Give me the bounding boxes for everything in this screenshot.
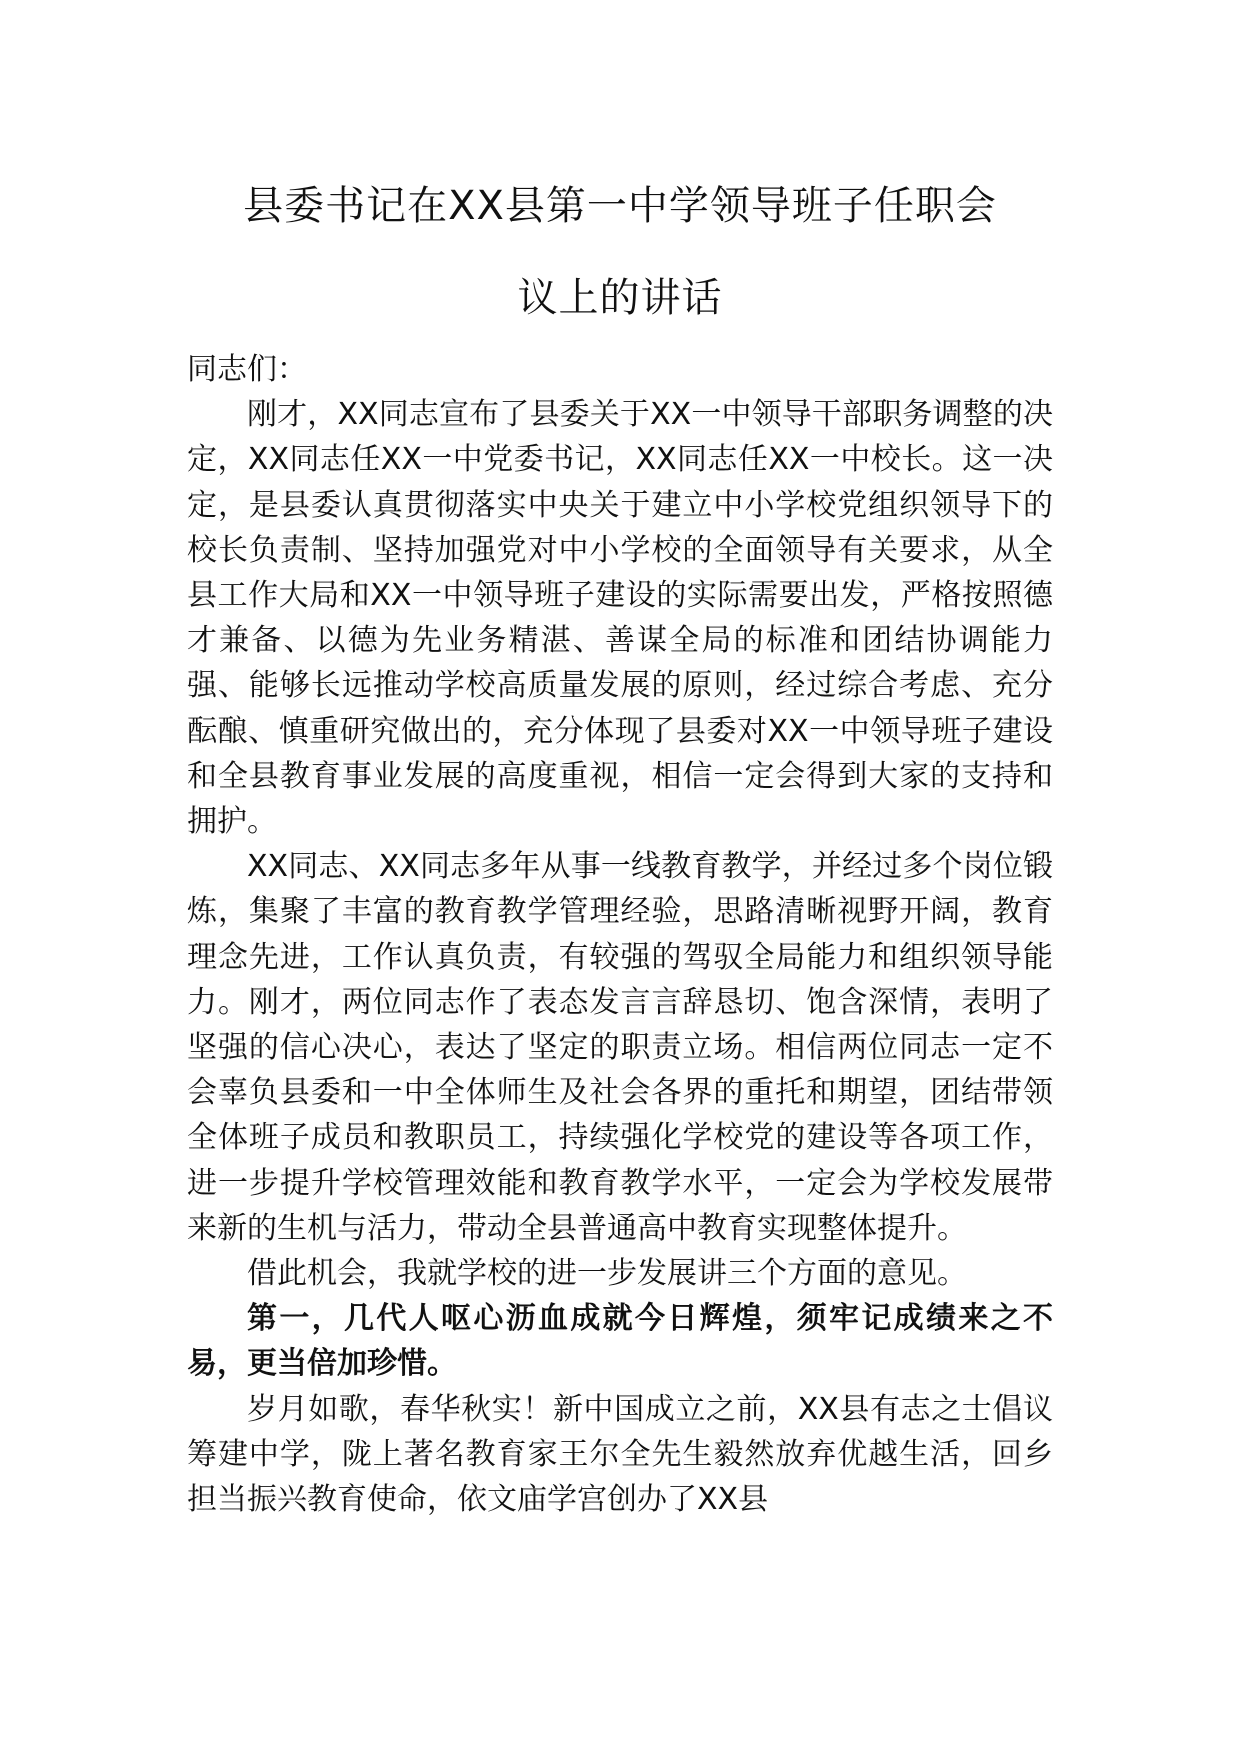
title-line-1: 县委书记在XX县第一中学领导班子任职会 (243, 183, 997, 229)
document-title (187, 160, 1053, 344)
title-line-2: 议上的讲话 (517, 275, 723, 321)
document-body (187, 160, 1053, 1522)
paragraph-appointee-qualities: XX同志、XX同志多年从事一线教育教学，并经过多个岗位锻炼，集聚了丰富的教育教学管理经验，思路清晰视野开阔，教育理念先进，工作认真负责，有较强的驾驭全局能力和组织领导能力。刚才，两位同志作了表态发言言辞恳切、饱含深情，表明了坚强的信心决心，表达了坚定的职责立场。相信两位同志一定不会辜负县委和一中全体师生及社会各界的重托和期望，团结带领全体班子成员和教职员工，持续强化学校党的建设等各项工作，进一步提升学校管理效能和教育教学水平，一定会为学校发展带来新的生机与活力，带动全县普通高中教育实现整体提升。 (187, 849, 1053, 1246)
salutation: 同志们： (187, 352, 307, 387)
paragraph-school-history: 岁月如歌，春华秋实！新中国成立之前，XX县有志之士倡议筹建中学，陇上著名教育家王尔全先生毅然放弃优越生活，回乡担当振兴教育使命，依文庙学宫创办了XX县 (187, 1391, 1053, 1518)
section-heading-first: 第一，几代人呕心沥血成就今日辉煌，须牢记成绩来之不易，更当倍加珍惜。 (187, 1301, 1053, 1382)
paragraph-three-opinions-intro: 借此机会，我就学校的进一步发展讲三个方面的意见。 (247, 1256, 967, 1292)
paragraph-appointment-decision: 刚才，XX同志宣布了县委关于XX一中领导干部职务调整的决定，XX同志任XX一中党委书记，XX同志任XX一中校长。这一决定，是县委认真贯彻落实中央关于建立中小学校党组织领导下的校长负责制、坚持加强党对中小学校的全面领导有关要求，从全县工作大局和XX一中领导班子建设的实际需要出发，严格按照德才兼备、以德为先业务精湛、善谋全局的标准和团结协调能力强、能够长远推动学校高质量发展的原则，经过综合考虑、充分酝酿、慎重研究做出的，充分体现了县委对XX一中领导班子建设和全县教育事业发展的高度重视，相信一定会得到大家的支持和拥护。 (187, 397, 1053, 840)
